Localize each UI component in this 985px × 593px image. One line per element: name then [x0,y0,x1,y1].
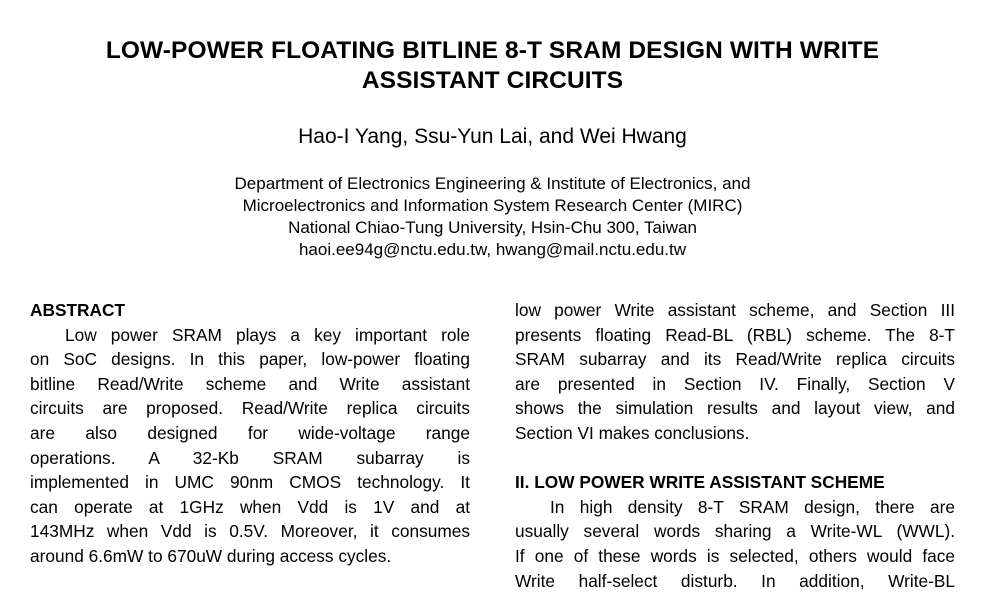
paper-title-line-1: LOW-POWER FLOATING BITLINE 8-T SRAM DESIGN WITH WRITE [105,37,880,64]
paper-title-line-2: ASSISTANT CIRCUITS [361,67,624,94]
abstract-line: circuits are proposed. Read/Write replica circuits [30,398,470,419]
body-line: If one of these words is selected, others would face [515,545,955,566]
paragraph-gap [515,446,955,471]
body-line: In high density 8-T SRAM design, there are [550,496,955,517]
affiliation-line-2: Microelectronics and Information System Research Center (MIRC) [242,196,743,215]
left-column [30,298,470,569]
abstract-heading: ABSTRACT [30,300,126,320]
abstract-line: implemented in UMC 90nm CMOS technology. It [30,472,470,493]
body-line: low power Write assistant scheme, and Section III [515,300,955,320]
section-2-heading: II. LOW POWER WRITE ASSISTANT SCHEME [515,472,885,493]
paper-authors: Hao-I Yang, Ssu-Yun Lai, and Wei Hwang [298,125,687,148]
introduction-paragraph-end [515,298,955,446]
paper-title [0,36,985,96]
body-line: are presented in Section IV. Finally, Section V [515,373,955,394]
body-line: shows the simulation results and layout view, and [515,398,955,419]
right-column [515,298,955,593]
abstract-paragraph [30,323,470,569]
body-line: usually several words sharing a Write-WL (WWL). [515,521,955,542]
body-line: Section VI makes conclusions. [515,422,750,443]
abstract-line: Low power SRAM plays a key important role [65,324,470,345]
affiliation-line-1: Department of Electronics Engineering & Institute of Electronics, and [234,174,751,193]
abstract-line: bitline Read/Write scheme and Write assistant [30,373,470,394]
abstract-line: are also designed for wide-voltage range [30,422,470,443]
abstract-line: can operate at 1GHz when Vdd is 1V and at [30,496,470,517]
abstract-line: 143MHz when Vdd is 0.5V. Moreover, it consumes [30,521,470,542]
abstract-line: around 6.6mW to 670uW during access cycles. [30,545,392,566]
section-2-paragraph [515,495,955,593]
author-emails: haoi.ee94g@nctu.edu.tw, hwang@mail.nctu.edu.tw [298,240,687,259]
body-line: SRAM subarray and its Read/Write replica circuits [515,349,955,370]
author-affiliation [0,173,985,261]
affiliation-line-3: National Chiao-Tung University, Hsin-Chu 300, Taiwan [288,218,697,237]
abstract-line: operations. A 32-Kb SRAM subarray is [30,447,470,468]
body-line: presents floating Read-BL (RBL) scheme. The 8-T [515,324,955,345]
abstract-line: on SoC designs. In this paper, low-power floating [30,349,470,370]
body-line: Write half-select disturb. In addition, Write-BL [515,570,955,591]
